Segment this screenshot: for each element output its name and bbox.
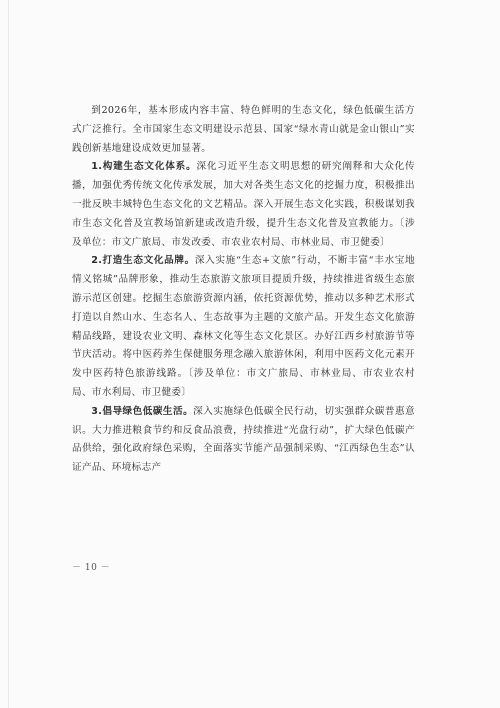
section-heading-2: 2.打造生态文化品牌。	[91, 255, 195, 267]
section-heading-3: 3.倡导绿色低碳生活。	[91, 405, 194, 417]
section-body-1: 深化习近平生态文明思想的研究阐释和大众化传播，加强优秀传统文化传承发展，加大对各类生态文化的挖掘力度，积极推出一批反映丰城特色生态文化的文艺精品。深入开展生态文化实践，积极谋划我市生态文化普及宣教场馆新建或改造升级，提升生态文化普及宣教能力。〔涉及单位：市文广旅局、市发改委、市农业农村局、市林业局、市卫健委〕	[72, 161, 415, 248]
section-body-2: 深入实施“生态+文旅”行动，不断丰富“丰水宝地 情义铭城”品牌形象，推动生态旅游文旅项目提质升级，持续推进省级生态旅游示范区创建。挖掘生态旅游资源内涵，依托资源优势，推动以多种艺术形式打造以自然山水、生态名人、生态故事为主题的文旅产品。开发生态文化旅游精品线路，建设农业文明、森林文化等生态文化景区。办好江西乡村旅游节等节庆活动。将中医药养生保健服务理念融入旅游休闲，利用中医药文化元素开发中医药特色旅游线路。〔涉及单位：市文广旅局、市林业局、市农业农村局、市水利局、市卫健委〕	[72, 255, 415, 398]
section-heading-1: 1.构建生态文化体系。	[91, 161, 197, 173]
section-paragraph-3	[72, 403, 415, 478]
section-paragraph-2	[72, 252, 415, 402]
section-body-3: 深入实施绿色低碳全民行动，切实强群众碳普惠意识。大力推进粮食节约和反食品浪费，持续推进“光盘行动”，扩大绿色低碳产品供给，强化政府绿色采购，全面落实节能产品强制采购、“江西绿色生态”认证产品、环境标志产	[72, 405, 416, 474]
page-number: － 10 －	[72, 563, 111, 573]
intro-paragraph: 到2026年，基本形成内容丰富、特色鲜明的生态文化，绿色低碳生活方式广泛推行。全市国家生态文明建设示范县、国家“绿水青山就是金山银山”实践创新基地建设成效更加显著。	[72, 105, 415, 154]
section-paragraph-1	[72, 158, 415, 252]
page-edge-line	[8, 0, 9, 708]
document-body	[72, 102, 415, 478]
